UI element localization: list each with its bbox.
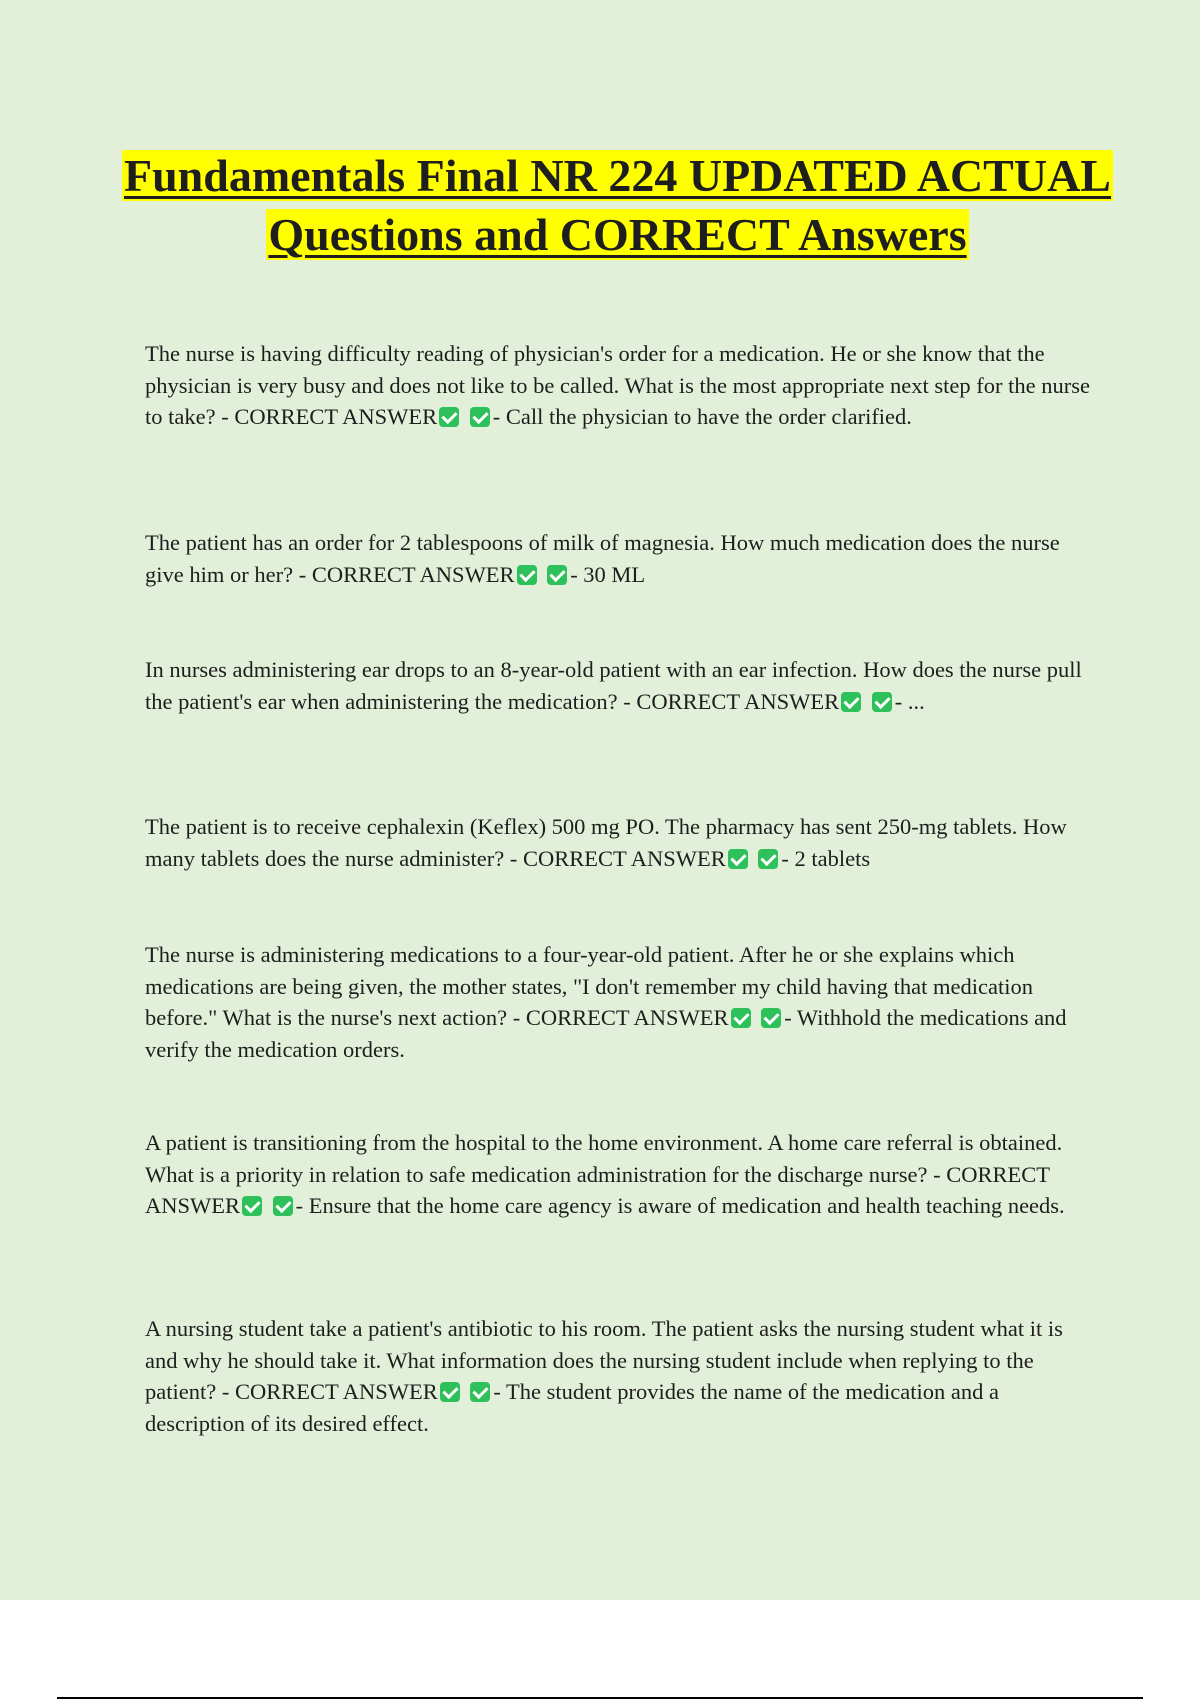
title-text: Fundamentals Final NR 224 UPDATED ACTUAL Questions and CORRECT Answers bbox=[124, 150, 1111, 260]
check-mark-icon bbox=[547, 565, 567, 585]
check-mark-icon bbox=[273, 1196, 293, 1216]
check-mark-icon bbox=[439, 407, 459, 427]
qa-item-5 bbox=[145, 939, 1090, 1065]
question-text: The patient is to receive cephalexin (Keflex) 500 mg PO. The pharmacy has sent 250-mg tablets. How many tablets does the nurse administer? - CORRECT ANSWER bbox=[145, 814, 1067, 871]
answer-text: - Ensure that the home care agency is aware of medication and health teaching needs. bbox=[295, 1193, 1065, 1218]
question-text: A patient is transitioning from the hospital to the home environment. A home care referral is obtained. What is a priority in relation to safe medication administration for the discharge nurse? - CORRECT ANSWER bbox=[145, 1130, 1063, 1218]
answer-text: - 30 ML bbox=[570, 561, 646, 587]
check-mark-icon bbox=[470, 1382, 490, 1402]
check-mark-icon bbox=[242, 1196, 262, 1216]
qa-item-1 bbox=[145, 338, 1090, 433]
qa-item-2 bbox=[145, 527, 1090, 590]
question-text: The nurse is administering medications to a four-year-old patient. After he or she explains which medications are being given, the mother states, "I don't remember my child having that medication before." What is the nurse's next action? - CORRECT ANSWER bbox=[145, 942, 1033, 1030]
check-mark-icon bbox=[728, 849, 748, 869]
answer-text: - Call the physician to have the order clarified. bbox=[492, 404, 912, 429]
document-title bbox=[120, 146, 1115, 264]
check-mark-icon bbox=[761, 1008, 781, 1028]
question-text: In nurses administering ear drops to an 8-year-old patient with an ear infection. How does the nurse pull the patient's ear when administering the medication? - CORRECT ANSWER bbox=[145, 657, 1082, 714]
check-mark-icon bbox=[517, 565, 537, 585]
answer-text: - 2 tablets bbox=[781, 845, 871, 871]
answer-text: - The student provides the name of the medication and a description of its desired effect. bbox=[145, 1379, 1000, 1436]
question-text: The patient has an order for 2 tablespoons of milk of magnesia. How much medication does the nurse give him or her? - CORRECT ANSWER bbox=[145, 530, 1060, 587]
check-mark-icon bbox=[470, 407, 490, 427]
check-mark-icon bbox=[841, 692, 861, 712]
check-mark-icon bbox=[758, 849, 778, 869]
qa-item-4 bbox=[145, 811, 1090, 874]
check-mark-icon bbox=[440, 1382, 460, 1402]
qa-item-6 bbox=[145, 1127, 1090, 1222]
footer-divider bbox=[57, 1697, 1143, 1699]
question-text: The nurse is having difficulty reading of physician's order for a medication. He or she know that the physician is very busy and does not like to be called. What is the most appropriate next step for the nurse to take? - CORRECT ANSWER bbox=[145, 341, 1090, 429]
qa-item-3 bbox=[145, 654, 1090, 717]
question-text: A nursing student take a patient's antibiotic to his room. The patient asks the nursing student what it is and why he should take it. What information does the nursing student include when replying to the patient? - CORRECT ANSWER bbox=[145, 1316, 1063, 1404]
check-mark-icon bbox=[731, 1008, 751, 1028]
answer-text: - Withhold the medications and verify the medication orders. bbox=[145, 1005, 1067, 1062]
check-mark-icon bbox=[872, 692, 892, 712]
qa-item-7 bbox=[145, 1313, 1090, 1439]
answer-text: - ... bbox=[894, 688, 925, 714]
